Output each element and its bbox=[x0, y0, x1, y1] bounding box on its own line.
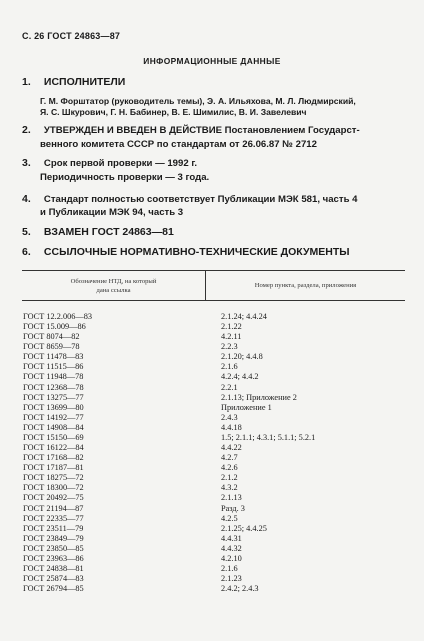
document-designation: ГОСТ 24838—81 bbox=[23, 564, 84, 573]
reference-clause: 2.1.13; Приложение 2 bbox=[221, 392, 297, 402]
reference-clause: 4.2.7 bbox=[221, 453, 238, 463]
table-row bbox=[22, 322, 405, 332]
document-designation: ГОСТ 13699—80 bbox=[23, 402, 84, 412]
section-5-heading bbox=[22, 226, 174, 238]
section-number: 3. bbox=[22, 157, 31, 169]
document-designation: ГОСТ 13275—77 bbox=[23, 392, 84, 402]
reference-clause: 2.4.3 bbox=[221, 412, 238, 422]
reference-clause: 2.1.13 bbox=[221, 493, 242, 503]
reference-clause: 4.4.22 bbox=[221, 443, 242, 453]
reference-clause: 2.1.20; 4.4.8 bbox=[221, 352, 263, 362]
reference-clause: Разд. 3 bbox=[221, 503, 245, 513]
reference-clause: 4.2.4; 4.4.2 bbox=[221, 372, 259, 382]
table-row bbox=[22, 473, 405, 483]
reference-clause: 2.1.6 bbox=[221, 564, 238, 573]
section-1-heading bbox=[22, 76, 125, 88]
document-designation: ГОСТ 25874—83 bbox=[23, 574, 84, 584]
reference-clause: 2.1.23 bbox=[221, 574, 242, 584]
section-4-heading bbox=[22, 193, 358, 206]
document-designation: ГОСТ 15.009—86 bbox=[23, 322, 86, 332]
document-designation: ГОСТ 16122—84 bbox=[23, 443, 84, 453]
document-designation: ГОСТ 8659—78 bbox=[23, 342, 80, 352]
table-row bbox=[22, 493, 405, 503]
document-designation: ГОСТ 20492—75 bbox=[23, 493, 84, 503]
table-row bbox=[22, 504, 405, 514]
document-designation: ГОСТ 23849—79 bbox=[23, 533, 84, 543]
document-designation: ГОСТ 11478—83 bbox=[23, 352, 84, 362]
table-row bbox=[22, 584, 405, 594]
reference-clause: 4.2.10 bbox=[221, 553, 242, 563]
page-header: С. 26 ГОСТ 24863—87 bbox=[22, 31, 121, 41]
reference-clause: 4.4.18 bbox=[221, 422, 242, 432]
reference-clause: 1.5; 2.1.1; 4.3.1; 5.1.1; 5.2.1 bbox=[221, 432, 316, 442]
section-title: ВЗАМЕН ГОСТ 24863—81 bbox=[43, 226, 174, 238]
table-row bbox=[22, 433, 405, 443]
table-row bbox=[22, 574, 405, 584]
reference-clause: 4.2.6 bbox=[221, 463, 238, 473]
reference-clause: 4.4.32 bbox=[221, 543, 242, 553]
table-row bbox=[22, 403, 405, 413]
section-text: УТВЕРЖДЕН И ВВЕДЕН В ДЕЙСТВИЕ Постановлением Государст- bbox=[43, 125, 360, 136]
table-row bbox=[22, 362, 405, 372]
document-designation: ГОСТ 17187—81 bbox=[23, 463, 84, 473]
document-designation: ГОСТ 12368—78 bbox=[23, 382, 84, 392]
reference-clause: 4.4.31 bbox=[221, 533, 242, 543]
table-row bbox=[22, 453, 405, 463]
table-row bbox=[22, 463, 405, 473]
column-header-document bbox=[22, 277, 205, 295]
table-row bbox=[22, 564, 405, 574]
table-row bbox=[22, 524, 405, 534]
document-designation: ГОСТ 18275—72 bbox=[23, 473, 84, 483]
page-title: ИНФОРМАЦИОННЫЕ ДАННЫЕ bbox=[143, 56, 281, 66]
table-row bbox=[22, 483, 405, 493]
table-row bbox=[22, 544, 405, 554]
reference-clause: 2.1.6 bbox=[221, 362, 238, 372]
reference-clause: 2.1.22 bbox=[221, 322, 242, 332]
approved-line-2: венного комитета СССР по стандартам от 26.06.87 № 2712 bbox=[40, 139, 317, 150]
reference-clause: 2.1.25; 4.4.25 bbox=[221, 523, 267, 533]
section-title: ИСПОЛНИТЕЛИ bbox=[43, 76, 126, 88]
table-row bbox=[22, 554, 405, 564]
section-number: 5. bbox=[22, 226, 31, 238]
table-row bbox=[22, 393, 405, 403]
executors-line-1: Г. М. Форштатор (руководитель темы), Э. А. Ильяхова, М. Л. Людмирский, bbox=[40, 96, 356, 106]
reference-clause: 4.2.5 bbox=[221, 513, 238, 523]
table-header-rule bbox=[22, 300, 405, 301]
document-designation: ГОСТ 12.2.006—83 bbox=[23, 312, 92, 321]
table-row bbox=[22, 413, 405, 423]
reference-clause: 4.2.11 bbox=[221, 332, 242, 342]
section-text: Стандарт полностью соответствует Публикации МЭК 581, часть 4 bbox=[43, 194, 358, 205]
section-number: 6. bbox=[22, 246, 31, 258]
column-header-reference: Номер пункта, раздела, приложения bbox=[254, 282, 357, 289]
section-text: Срок первой проверки — 1992 г. bbox=[43, 158, 198, 169]
executors-line-2: Я. С. Шкурович, Г. Н. Бабинер, В. Е. Шимилис, В. И. Завелевич bbox=[40, 107, 307, 117]
document-designation: ГОСТ 26794—85 bbox=[23, 584, 84, 594]
table-row bbox=[22, 383, 405, 393]
section-number: 1. bbox=[22, 76, 31, 88]
reference-clause: Приложение 1 bbox=[221, 402, 272, 412]
document-designation: ГОСТ 8074—82 bbox=[23, 332, 80, 342]
reference-clause: 4.3.2 bbox=[221, 483, 238, 493]
document-designation: ГОСТ 11948—78 bbox=[23, 372, 84, 382]
reference-clause: 2.4.2; 2.4.3 bbox=[221, 584, 259, 594]
table-row bbox=[22, 352, 405, 362]
table-row bbox=[22, 312, 405, 322]
column-header-document-line-2: дана ссылка bbox=[96, 287, 131, 294]
section-number: 2. bbox=[22, 124, 31, 136]
section-2-heading bbox=[22, 124, 360, 137]
reference-clause: 2.2.1 bbox=[221, 382, 238, 392]
document-designation: ГОСТ 18300—72 bbox=[23, 483, 84, 493]
table-row bbox=[22, 423, 405, 433]
document-designation: ГОСТ 23850—85 bbox=[23, 543, 84, 553]
document-designation: ГОСТ 22335—77 bbox=[23, 513, 84, 523]
table-row bbox=[22, 372, 405, 382]
section-title: ССЫЛОЧНЫЕ НОРМАТИВНО-ТЕХНИЧЕСКИЕ ДОКУМЕНТЫ bbox=[43, 246, 350, 258]
table-row bbox=[22, 332, 405, 342]
document-designation: ГОСТ 11515—86 bbox=[23, 362, 84, 372]
iec-line-2: и Публикации МЭК 94, часть 3 bbox=[40, 207, 184, 218]
table-row bbox=[22, 443, 405, 453]
executors-text bbox=[40, 96, 400, 118]
reference-clause: 2.2.3 bbox=[221, 342, 238, 352]
periodicity-line: Периодичность проверки — 3 года. bbox=[40, 172, 210, 183]
document-designation: ГОСТ 14192—77 bbox=[23, 412, 84, 422]
document-designation: ГОСТ 15150—69 bbox=[23, 432, 84, 442]
document-designation: ГОСТ 23963—86 bbox=[23, 553, 84, 563]
section-6-heading bbox=[22, 246, 350, 258]
section-3-heading bbox=[22, 157, 197, 170]
document-designation: ГОСТ 21194—87 bbox=[23, 503, 84, 513]
table-row bbox=[22, 514, 405, 524]
table-row bbox=[22, 342, 405, 352]
table-row bbox=[22, 534, 405, 544]
column-header-document-line-1: Обозначение НТД, на который bbox=[70, 278, 157, 285]
section-number: 4. bbox=[22, 193, 31, 205]
document-designation: ГОСТ 14908—84 bbox=[23, 422, 84, 432]
document-designation: ГОСТ 23511—79 bbox=[23, 523, 84, 533]
document-designation: ГОСТ 17168—82 bbox=[23, 453, 84, 463]
table-top-rule bbox=[22, 270, 405, 271]
reference-clause: 2.1.2 bbox=[221, 473, 238, 483]
reference-clause: 2.1.24; 4.4.24 bbox=[221, 312, 267, 321]
